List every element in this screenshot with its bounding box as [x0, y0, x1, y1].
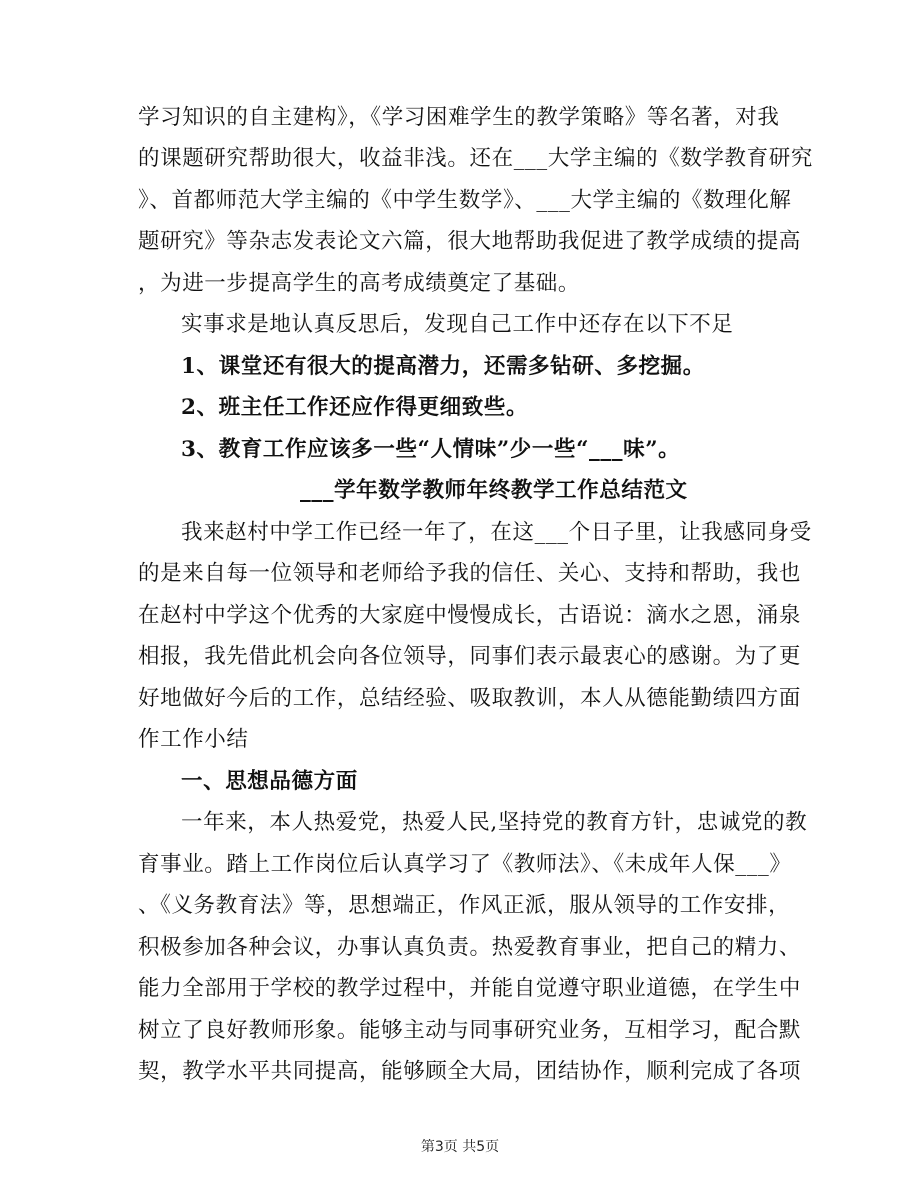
text-line: 契，教学水平共同提高，能够顾全大局，团结协作，顺利完成了各项: [138, 1059, 802, 1084]
text-line: 的是来自每一位领导和老师给予我的信任、关心、支持和帮助，我也: [138, 561, 802, 586]
text-line: 相报，我先借此机会向各位领导，同事们表示最衷心的感谢。为了更: [138, 644, 802, 669]
text-line: 积极参加各种会议，办事认真负责。热爱教育事业，把自己的精力、: [138, 935, 802, 960]
text-line: 、《义务教育法》等，思想端正，作风正派，服从领导的工作安排，: [138, 893, 791, 918]
list-item: 2、班主任工作还应作得更细致些。: [181, 395, 529, 420]
text-line: 一年来，本人热爱党，热爱人民,坚持党的教育方针，忠诚党的教: [181, 810, 808, 835]
text-line: ，为进一步提高学生的高考成绩奠定了基础。: [138, 271, 581, 296]
text-line: 题研究》等杂志发表论文六篇，很大地帮助我促进了教学成绩的提高: [138, 229, 802, 254]
page-number: 第3页 共5页: [420, 1139, 500, 1155]
list-item: 3、教育工作应该多一些“人情味”少一些“___味”。: [181, 437, 681, 462]
section-title: ___学年数学教师年终教学工作总结范文: [300, 478, 688, 503]
text-line: 实事求是地认真反思后，发现自己工作中还存在以下不足: [181, 312, 734, 337]
list-item: 1、课堂还有很大的提高潜力，还需多钻研、多挖掘。: [181, 354, 705, 379]
text-line: 树立了良好教师形象。能够主动与同事研究业务，互相学习，配合默: [138, 1018, 802, 1043]
text-line: 学习知识的自主建构》，《学习困难学生的教学策略》等名著，对我: [138, 105, 780, 130]
text-line: 育事业。踏上工作岗位后认真学习了《教师法》、《未成年人保___》: [138, 852, 792, 877]
text-line: 能力全部用于学校的教学过程中，并能自觉遵守职业道德，在学生中: [138, 976, 802, 1001]
text-line: 好地做好今后的工作，总结经验、吸取教训，本人从德能勤绩四方面: [138, 686, 802, 711]
text-line: 的课题研究帮助很大，收益非浅。还在___大学主编的《数学教育研究: [138, 146, 813, 171]
text-line: 作工作小结: [138, 727, 249, 752]
subsection-heading: 一、思想品德方面: [181, 769, 358, 794]
text-line: 在赵村中学这个优秀的大家庭中慢慢成长，古语说：滴水之恩，涌泉: [138, 603, 802, 628]
text-line: 》、首都师范大学主编的《中学生数学》、___大学主编的《数理化解: [138, 188, 792, 213]
text-line: 我来赵村中学工作已经一年了，在这___个日子里，让我感同身受: [181, 520, 812, 545]
